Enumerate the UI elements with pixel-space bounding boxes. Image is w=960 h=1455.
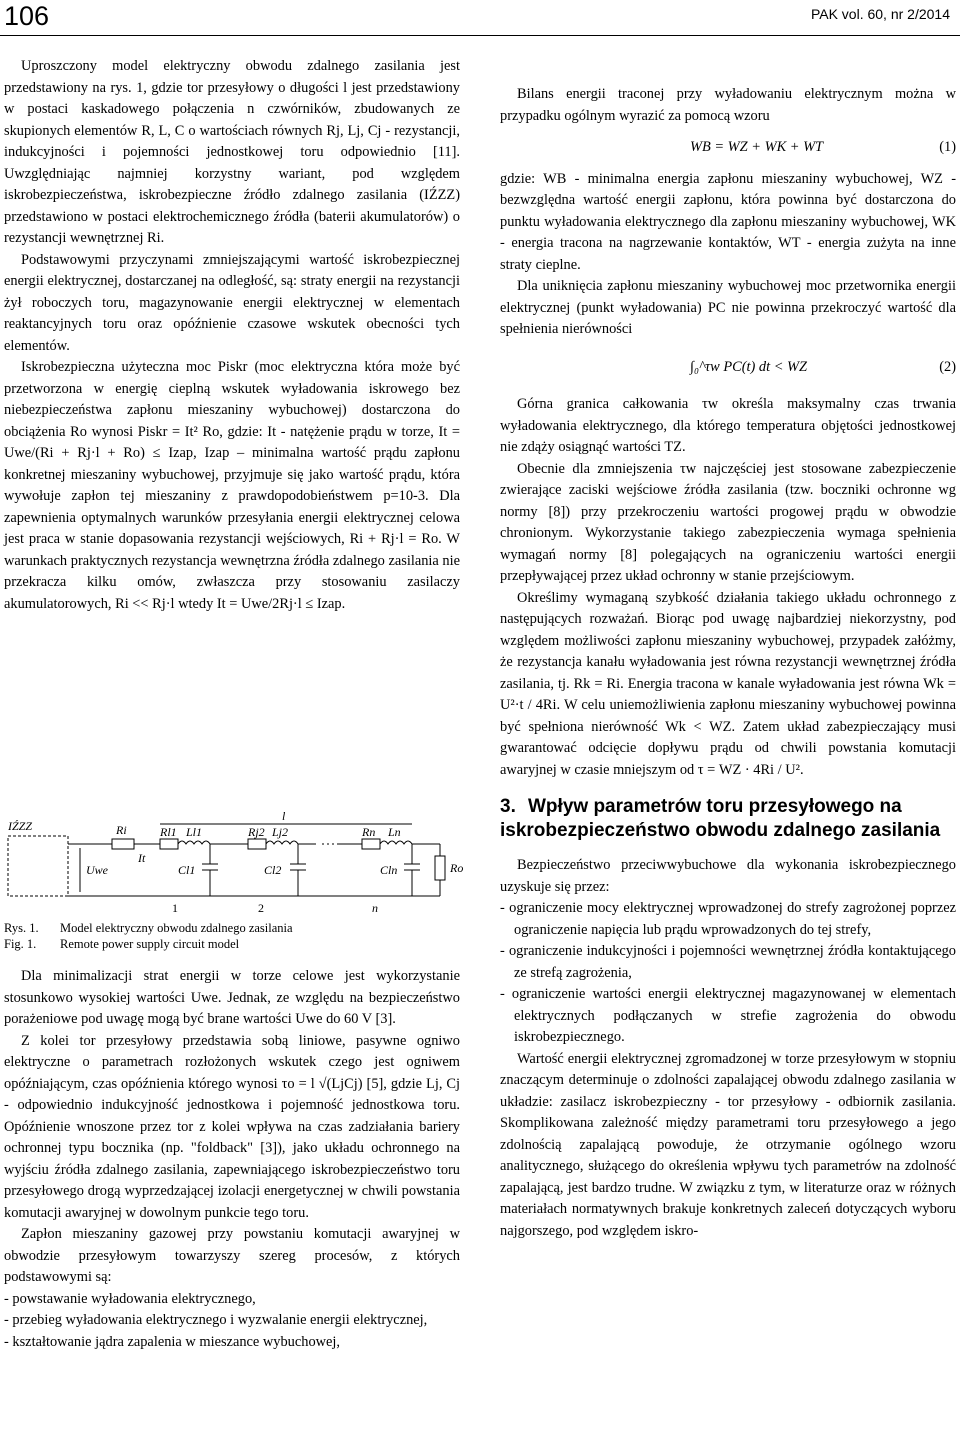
page-number: 106 [4,1,50,31]
fig-label-rn: Rn [362,825,376,839]
equation-2-number: (2) [939,358,956,375]
right-paragraph-8: Wartość energii elektrycznej zgromadzonej w torze przesyłowym w stopniu znaczącym determinuje o zdolności zapalającej obwodu zdalnego zasilania w układzie: zasilacz iskrobezpieczny - tor przesyłowy - odbiornik zasilania. Skomplikowana zależność między parametrami toru przesyłowego a jego zdolnością zapalającą powoduje, że otrzymanie ogólnego wzoru analitycznego, służącego do określenia wpływu tych parametrów na zdolność zapalającą, jest bardzo trudne. W związku z tym, w literaturze oraz w różnych materiałach normatywnych brakuje konkretnych zaleceń dotyczących wyboru najgorszego, pod względem iskro- [500,1050,956,1239]
fig-label-cl1: Cl1 [178,863,196,877]
right-paragraph-5: Obecnie dla zmniejszenia τw najczęściej jest stosowane zabezpieczenie zwierające zaciski wejściowe źródła zasilania (tzw. boczniki ochronne wg normy [8]) przy przekroczeniu wartości progowej prądu w obwodzie chronionym. Wykorzystanie takiego zabezpieczenia wymaga spełnienia wymagań normy [8] polegających na ograniczeniu wartości energii przepływającej przez układ ochronny w stanie przejściowym. [500,460,956,584]
fig-label-ro: Ro [450,861,464,875]
caption-pl: Model elektryczny obwodu zdalnego zasilania [60,921,293,935]
right-paragraph-2: gdzie: WB - minimalna energia zapłonu mieszaniny wybuchowej, WZ - bezwzględna wartość energii zapłonu, która powinna być dostarczona do punktu wyładowania elektrycznego dla zapłonu mieszaniny wybuchowej, WK - energia tracona na nagrzewanie kontaktów, WT - energia zużyta na inne straty cieplne. [500,170,956,273]
section-number: 3. [500,796,516,817]
inductor-lj2 [266,841,298,844]
header-rule [0,35,960,36]
equation-1-body: WB = WZ + WK + WT [690,139,824,155]
right-paragraph-4: Górna granica całkowania τw określa maksymalny czas trwania wyładowania elektrycznego, dla którego temperatura objętości jednostkowej nie zdąży osiągnąć wartości TZ. [500,396,956,455]
fig-label-rj2: Rj2 [248,825,265,839]
list-item: - ograniczenie indukcyjności i pojemności wewnętrznej źródła kontaktującego ze strefą zagrożenia, [500,943,956,981]
right-list [500,898,956,1049]
left-list [4,1289,460,1354]
right-paragraph-7: Bezpieczeństwo przeciwwybuchowe dla wykonania iskrobezpiecznego uzyskuje się przez: [500,857,956,895]
left-paragraph-4: Dla minimalizacji strat energii w torze celowe jest wykorzystanie stosunkowo wysokiej wartości Uwe. Jednak, ze względu na bezpieczeństwo porażeniowe pod uwagę mogą być brane wartości Uwe do 60 V [3]. [4,968,460,1027]
fig-label-cln: Cln [380,863,398,877]
inductor-ll1 [178,841,210,844]
section-heading [500,795,956,843]
right-column [500,84,956,1242]
caption-en-label: Fig. 1. [4,937,37,951]
fig-label-nn: n [372,901,378,915]
figure-caption [4,920,293,952]
left-paragraph-5: Z kolei tor przesyłowy przedstawia sobą liniowe, pasywne ogniwo elektryczne o parametrach rozłożonych wskutek czego jest ogniwem opóźniającym, czas opóźnienia którego wynosi τo = l √(LjCj) [5], gdzie Lj, Cj - odpowiednio indukcyjność jednostkowa i pojemność jednostkowa toru. Opóźnienie wnoszone przez tor z kolei wpływa na czas zadziałania bariery ochronnej typu bocznika (np. "foldback" [3]), jako układu ochronnego na wyjściu źródła zdalnego zasilania, zapewniającego iskrobezpieczeństwo toru przesyłowego drogą wyprzedzającej izolacji energetycznej w chwili powstania komutacji awaryjnej w dowolnym punkcie tego toru. [4,1032,460,1221]
fig-label-n1: 1 [172,901,178,915]
equation-2 [500,357,956,379]
resistor-rl1 [160,839,178,849]
fig-label-source: IŹZZ [8,819,33,833]
fig-label-lj2: Lj2 [272,825,289,839]
resistor-ro [435,856,445,880]
right-paragraph-3: Dla uniknięcia zapłonu mieszaniny wybuchowej moc przetwornika energii elektrycznej (punkt wyładowania) PC nie powinna przekroczyć wartość dla spełnienia nierówności [500,278,956,337]
fig-label-n2: 2 [258,901,264,915]
fig-label-uwe: Uwe [86,863,108,877]
section-title: Wpływ parametrów toru przesyłowego na iskrobezpieczeństwo obwodu zdalnego zasilania [500,796,941,841]
resistor-rn [362,839,380,849]
page-header [0,0,960,40]
list-item: - powstawanie wyładowania elektrycznego, [4,1290,256,1307]
fig-label-ll1: Ll1 [186,825,203,839]
resistor-rj2 [248,839,266,849]
left-column-top [4,56,460,615]
source-box [8,836,68,896]
list-item: - kształtowanie jądra zapalenia w mieszance wybuchowej, [4,1333,341,1350]
list-item: - ograniczenie wartości energii elektrycznej magazynowanej w elementach elektrycznych podłączanych w strefie zagrożenia do obwodu iskrobezpiecznego. [500,986,956,1045]
list-item: - przebieg wyładowania elektrycznego i wyzwalanie energii elektrycznej, [4,1312,428,1328]
fig-label-ln: Ln [388,825,401,839]
journal-info: PAK vol. 60, nr 2/2014 [810,6,950,22]
right-paragraph-1: Bilans energii traconej przy wyładowaniu elektrycznym można w przypadku ogólnym wyrazić za pomocą wzoru [500,86,956,124]
inductor-ln [380,841,412,844]
list-item: - ograniczenie mocy elektrycznej wprowadzonej do strefy zagrożonej poprzez ograniczenie napięcia lub prądu wprowadzonych do tej strefy, [500,900,956,938]
caption-pl-label: Rys. 1. [4,921,39,935]
equation-1-number: (1) [939,139,956,155]
fig-label-it: It [138,851,146,865]
caption-en: Remote power supply circuit model [60,937,240,951]
fig-label-rl1: Rl1 [160,825,177,839]
resistor-ri [112,839,134,849]
fig-label-length: l [282,809,286,823]
equation-2-body: ∫₀^τw PC(t) dt < WZ [690,358,808,375]
left-column-bottom [4,966,460,1353]
left-paragraph-1: Uproszczony model elektryczny obwodu zdalnego zasilania jest przedstawiony na rys. 1, gdzie tor przesyłowy o długości l jest przedstawiony w postaci kaskadowego połączenia n czwórników, zbudowanych ze skupionych elementów R, L, C o wartościach równych Rj, Lj, Cj - rezystancji, indukcyjności i pojemności jednostkowej toru odpowiednio [11]. Uwzględniając najmniej korzystny wariant, pod względem iskrobezpieczeństwa, iskrobezpieczne źródło zdalnego zasilania (IŹZZ) przedstawiono w postaci elektrochemicznego źródła (baterii akumulatorów) o rezystancji wewnętrznej Ri. [4,58,460,246]
fig-label-cl2: Cl2 [264,863,282,877]
left-paragraph-6: Zapłon mieszaniny gazowej przy powstaniu komutacji awaryjnej w obwodzie przesyłowym towarzyszy szereg procesów, z których podstawowymi są: [4,1226,460,1285]
right-paragraph-6: Określimy wymaganą szybkość działania takiego układu ochronnego z następujących rozważań. Biorąc pod uwagę najbardziej niekorzystny, pod względem możliwości zapłonu mieszaniny wybuchowej, przypadek załóżmy, że rezystancja kanału wyładowania jest równa rezystancji wewnętrznej źródła zasilania, tj. Rk = Ri. Energia tracona w kanale wyładowania jest równa Wk = U²·t / 4Ri. W celu uniemożliwienia zapłonu mieszaniny wybuchowej powinna być spełniona nierówność Wk < WZ. Zatem układ zabezpieczający musi gwarantować odcięcie dopływu prądu od chwili powstania komutacji awaryjnej w czasie mniejszym od τ = WZ · 4Ri / U². [500,589,956,778]
equation-1 [500,137,956,159]
left-paragraph-2: Podstawowymi przyczynami zmniejszającymi wartość iskrobezpiecznej energii elektrycznej, dostarczanej na odległość, są: straty energii na rezystancji żył roboczych toru, magazynowanie energii elektrycznej w elementach reaktancyjnych toru oraz opóźnienie czasowe wskutek obecności tych elementów. [4,251,460,354]
left-paragraph-3: Iskrobezpieczna użyteczna moc Piskr (moc elektryczna która może być przetworzona w energię cieplną wskutek wyładowania iskrowego bez niebezpieczeństwa zapłonu mieszaniny wybuchowej) dostarczona do obciążenia Ro wynosi Piskr = It² Ro, gdzie: It - natężenie prądu w torze, It = Uwe/(Ri + Rj·l + Ro) ≤ Izap, Izap – minimalna wartość prądu zapłonu konkretnej mieszaniny wybuchowej, przyjmuje się jako wartość prądu, która wywołuje zapłon tej mieszaniny z prawdopodobieństwem p=10-3. Dla zapewnienia optymalnych warunków przesyłania energii elektrycznej celowa jest praca w stanie dopasowania rezystancji wejściowych, Ri + Rj·l = Ro. W warunkach praktycznych rezystancja wewnętrzna źródła zdalnego zasilania nie przekracza kilku omów, zwłaszcza przy stosowaniu zasilaczy akumulatorowych, Ri << Rj·l wtedy It = Uwe/2Rj·l ≤ Izap. [4,359,460,612]
fig-label-ri: Ri [116,823,127,837]
